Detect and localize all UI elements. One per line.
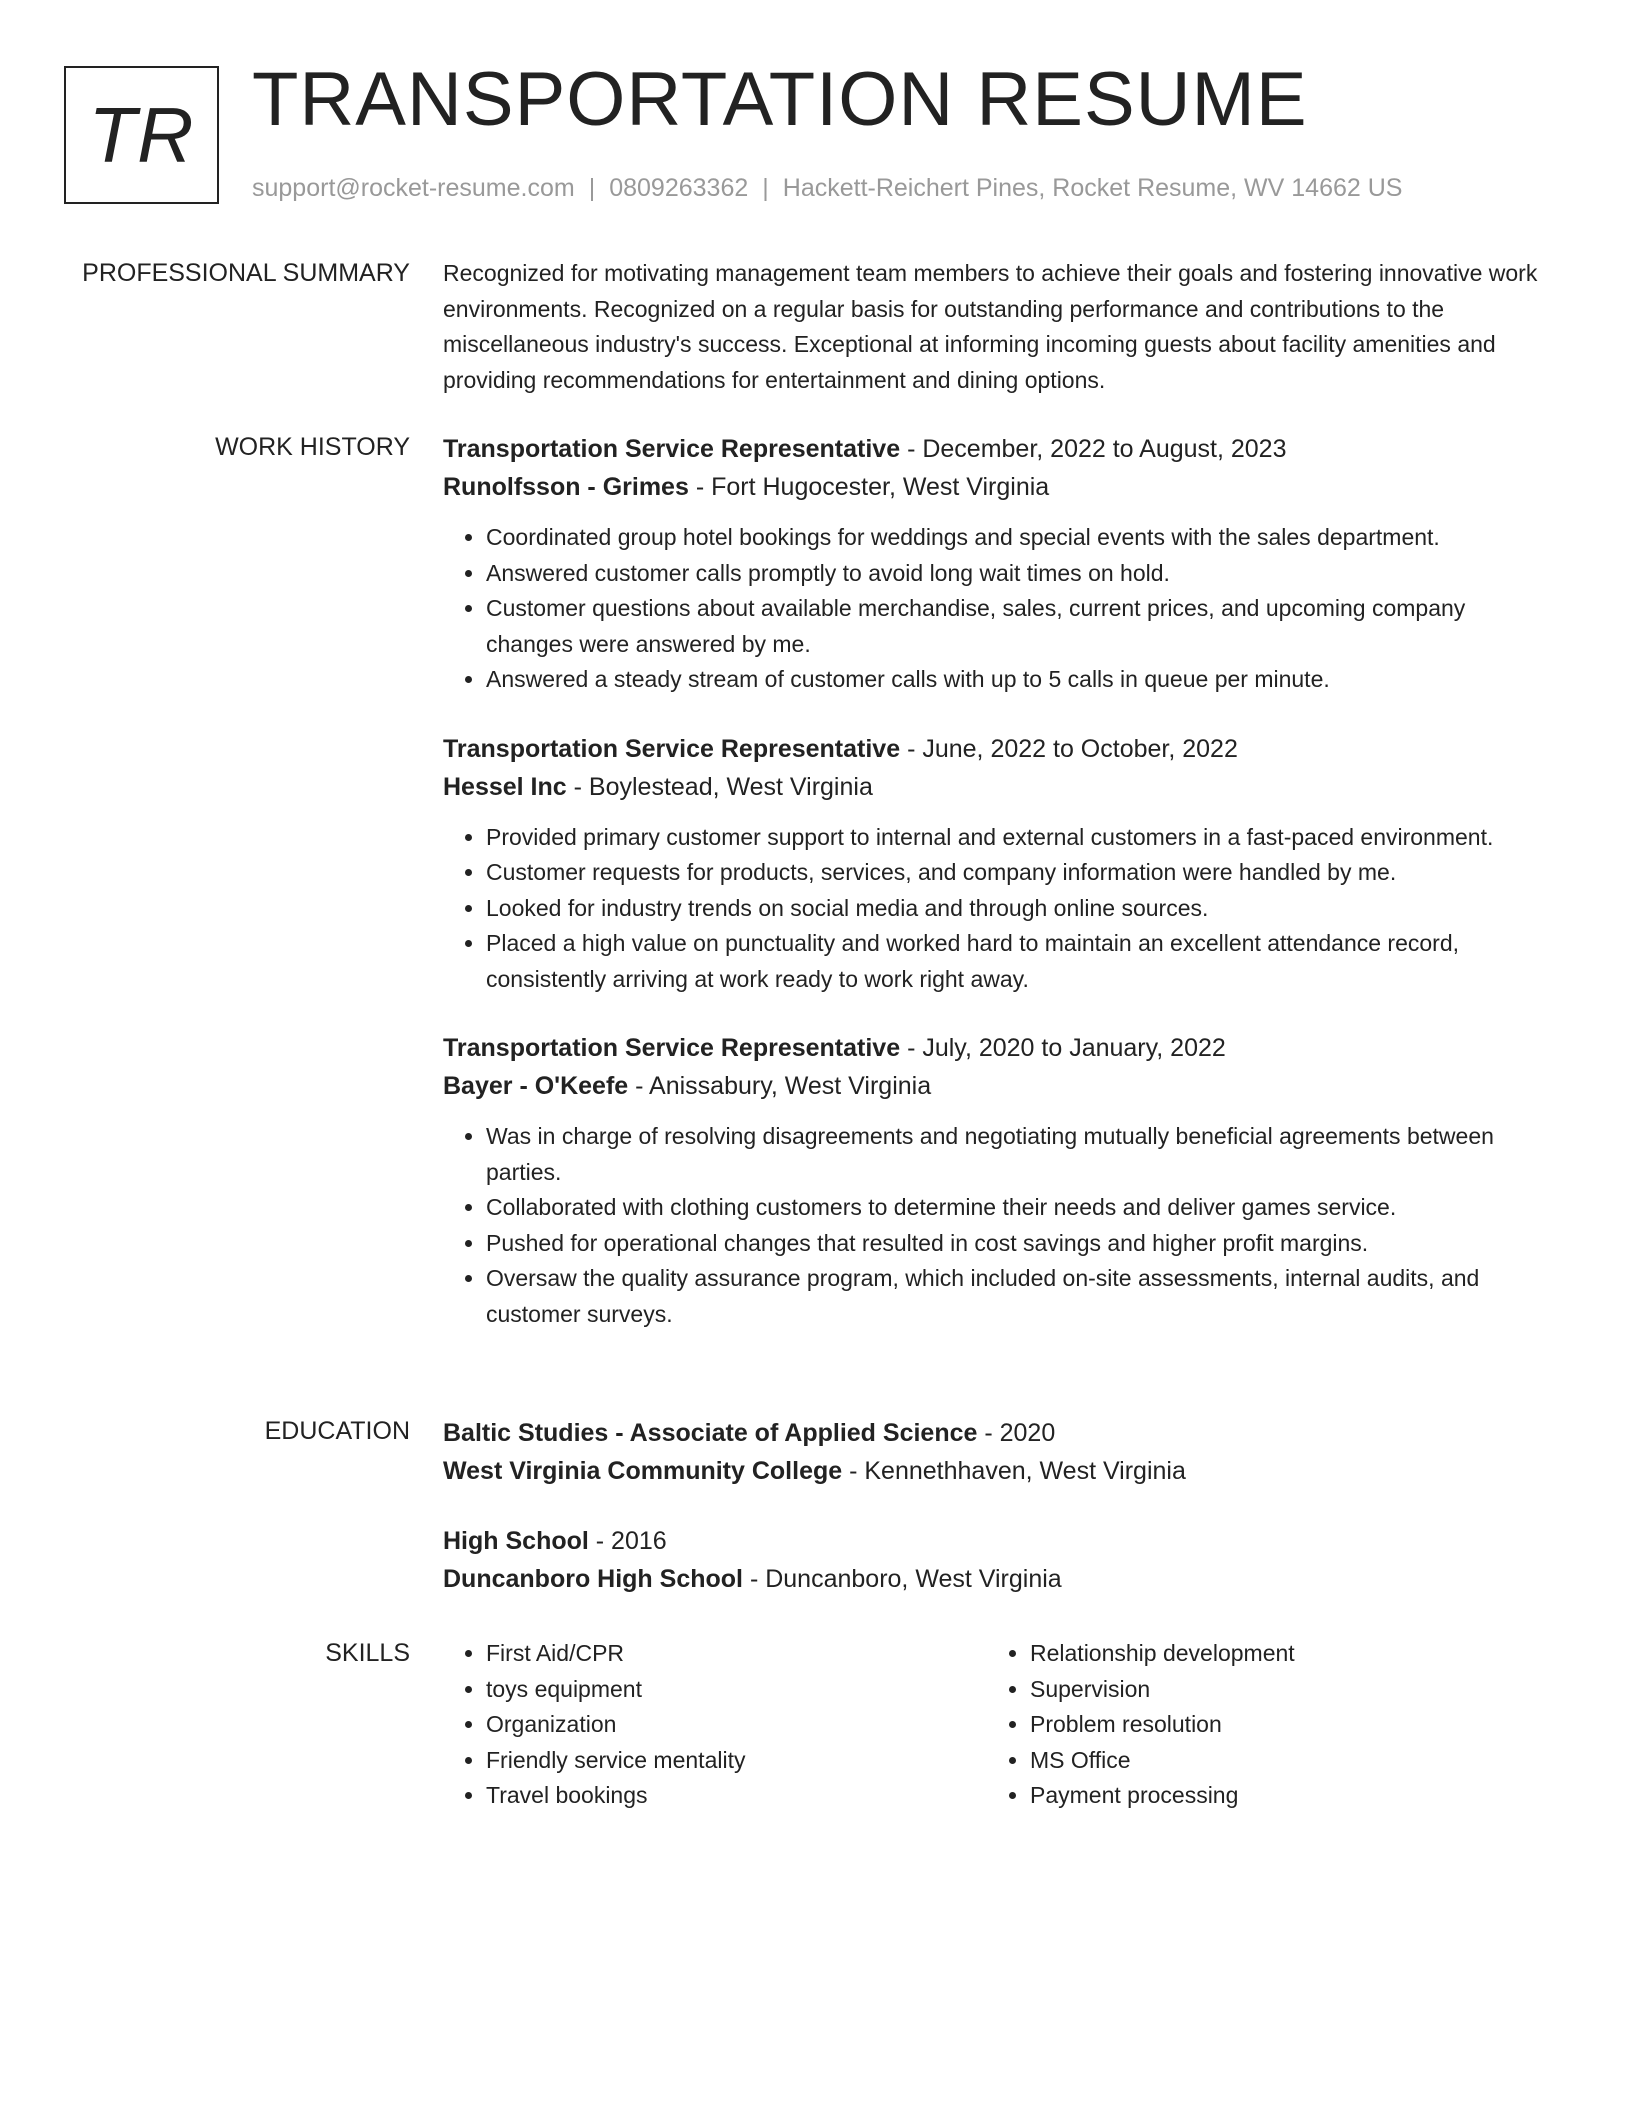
job-company: Hessel Inc (443, 772, 567, 801)
education-degree: High School (443, 1527, 589, 1555)
skill-item: • Organization (486, 1707, 987, 1743)
job-title-line (443, 730, 1553, 768)
education-entry (443, 1414, 1553, 1490)
monogram-initials: TR (88, 91, 195, 179)
contact-address: Hackett-Reichert Pines, Rocket Resume, WV 14662 US (782, 174, 1403, 202)
education-degree: Baltic Studies - Associate of Applied Science (443, 1419, 978, 1447)
job-bullet: • Provided primary customer support to internal and external customers in a fast-paced environment. (486, 820, 1553, 856)
job-bullets (443, 1119, 1553, 1332)
job-bullet: • Oversaw the quality assurance program, which included on-site assessments, internal audits, and customer surveys. (486, 1261, 1553, 1332)
education-entry (443, 1522, 1553, 1598)
job-company: Bayer - O'Keefe (443, 1072, 629, 1100)
job-company-line (443, 1067, 1553, 1105)
section-label-work: WORK HISTORY (215, 433, 410, 461)
job-company-line (443, 768, 1553, 806)
job-bullet: • Was in charge of resolving disagreements and negotiating mutually beneficial agreements between parties. (486, 1119, 1553, 1190)
job-bullet: • Pushed for operational changes that resulted in cost savings and higher profit margins. (486, 1226, 1553, 1262)
education-school: West Virginia Community College (443, 1457, 843, 1485)
education-school-line (443, 1452, 1553, 1490)
education-location: - Kennethhaven, West Virginia (842, 1457, 1186, 1485)
resume-title: TRANSPORTATION RESUME (252, 57, 1308, 142)
job-dates: - December, 2022 to August, 2023 (900, 435, 1287, 463)
job-location: - Fort Hugocester, West Virginia (688, 473, 1050, 501)
contact-email: support@rocket-resume.com (252, 174, 575, 202)
section-label-skills: SKILLS (325, 1639, 410, 1667)
job-bullet: • Answered a steady stream of customer calls with up to 5 calls in queue per minute. (486, 662, 1553, 698)
skill-item: • Problem resolution (1030, 1707, 1531, 1743)
skill-item: • toys equipment (486, 1672, 987, 1708)
job-bullets (443, 820, 1553, 998)
monogram-box (64, 66, 219, 204)
job-location: - Boylestead, West Virginia (566, 772, 873, 801)
skills-list-left (443, 1636, 987, 1814)
education-year: - 2016 (588, 1527, 667, 1555)
job-company-line (443, 468, 1553, 506)
education-location: - Duncanboro, West Virginia (743, 1565, 1062, 1593)
job-title: Transportation Service Representative (443, 734, 901, 763)
job-location: - Anissabury, West Virginia (628, 1072, 932, 1100)
job-title-line (443, 1029, 1553, 1067)
job-title: Transportation Service Representative (443, 435, 901, 463)
education-body (443, 1414, 1553, 1598)
job-dates: - July, 2020 to January, 2022 (900, 1034, 1226, 1062)
job-bullet: • Customer questions about available merchandise, sales, current prices, and upcoming company changes were answered by me. (486, 591, 1553, 662)
education-school-line (443, 1560, 1553, 1598)
contact-separator: | (588, 174, 596, 202)
job-bullet: • Looked for industry trends on social media and through online sources. (486, 891, 1553, 927)
education-school: Duncanboro High School (443, 1565, 743, 1593)
job-dates: - June, 2022 to October, 2022 (900, 734, 1238, 763)
job-bullet: • Placed a high value on punctuality and worked hard to maintain an excellent attendance record, consistently arriving at work ready to work right away. (486, 926, 1553, 997)
education-degree-line (443, 1414, 1553, 1452)
skills-list-right (987, 1636, 1531, 1814)
contact-line (252, 172, 1402, 205)
job-bullets (443, 520, 1553, 698)
job-title: Transportation Service Representative (443, 1034, 901, 1062)
job-bullet: • Coordinated group hotel bookings for weddings and special events with the sales department. (486, 520, 1553, 556)
education-degree-line (443, 1522, 1553, 1560)
education-year: - 2020 (977, 1419, 1056, 1447)
job-bullet: • Collaborated with clothing customers to determine their needs and deliver games service. (486, 1190, 1553, 1226)
job-company: Runolfsson - Grimes (443, 473, 689, 501)
job-entry (443, 430, 1553, 698)
job-title-line (443, 430, 1553, 468)
summary-text: Recognized for motivating management team members to achieve their goals and fostering innovative work environments. Recognized on a regular basis for outstanding performance and contributions to the miscellaneous industry's success. Exceptional at informing incoming guests about facility amenities and providing recommendations for entertainment and dining options. (443, 260, 1538, 393)
skill-item: • First Aid/CPR (486, 1636, 987, 1672)
job-entry (443, 730, 1553, 998)
skills-columns (443, 1636, 1553, 1814)
skill-item: • Friendly service mentality (486, 1743, 987, 1779)
skill-item: • Travel bookings (486, 1778, 987, 1814)
summary-body (443, 256, 1553, 398)
contact-phone: 0809263362 (609, 174, 749, 202)
skill-item: • MS Office (1030, 1743, 1531, 1779)
skill-item: • Relationship development (1030, 1636, 1531, 1672)
skill-item: • Payment processing (1030, 1778, 1531, 1814)
skills-column-left (443, 1636, 987, 1814)
skills-column-right (987, 1636, 1531, 1814)
contact-separator: | (762, 174, 769, 202)
skill-item: • Supervision (1030, 1672, 1531, 1708)
section-label-summary: PROFESSIONAL SUMMARY (82, 259, 410, 287)
section-label-education: EDUCATION (264, 1417, 410, 1445)
skills-body (443, 1636, 1553, 1814)
work-body (443, 430, 1553, 1332)
job-bullet: • Answered customer calls promptly to avoid long wait times on hold. (486, 556, 1553, 592)
job-bullet: • Customer requests for products, services, and company information were handled by me. (486, 855, 1553, 891)
job-entry (443, 1029, 1553, 1332)
